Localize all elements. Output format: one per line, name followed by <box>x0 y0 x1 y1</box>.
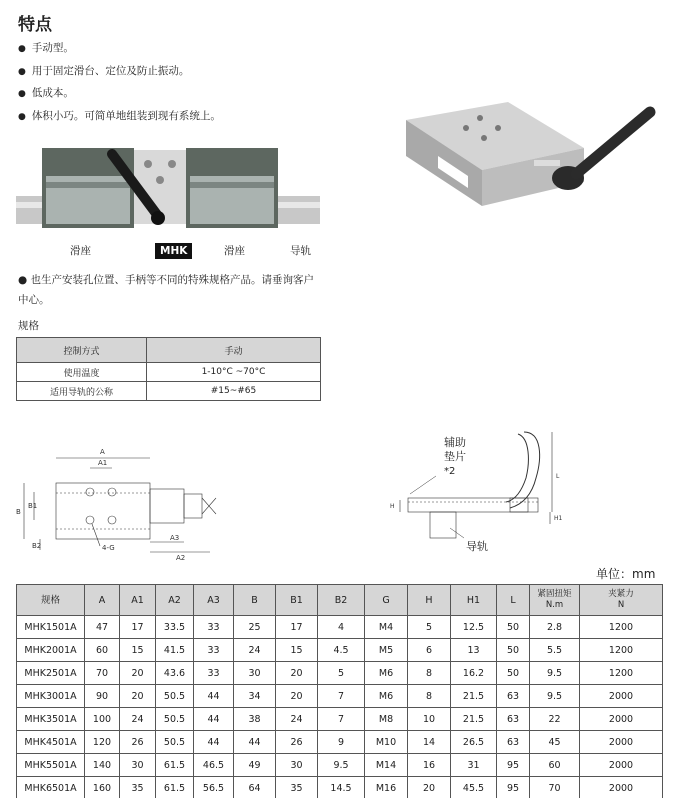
dim-a: A <box>100 448 105 456</box>
table-cell: 50 <box>497 616 530 639</box>
table-cell: 20 <box>276 685 318 708</box>
table-header: H1 <box>451 585 497 616</box>
table-cell: 44 <box>194 708 234 731</box>
mhk-product-photo <box>398 98 670 220</box>
table-cell: 47 <box>85 616 120 639</box>
table-cell: 14 <box>408 731 451 754</box>
table-cell: 38 <box>234 708 276 731</box>
dim-a1: A1 <box>98 459 108 467</box>
table-cell: 21.5 <box>451 708 497 731</box>
table-cell: 6 <box>408 639 451 662</box>
table-cell: 160 <box>85 777 120 798</box>
table-cell: MHK4501A <box>17 731 85 754</box>
table-header: B2 <box>318 585 365 616</box>
table-cell: 60 <box>530 754 580 777</box>
table-cell: 9.5 <box>530 662 580 685</box>
table-cell: 70 <box>85 662 120 685</box>
table-cell: 15 <box>120 639 156 662</box>
dim-g: 4-G <box>102 544 115 552</box>
table-cell: MHK2501A <box>17 662 85 685</box>
table-cell: 24 <box>120 708 156 731</box>
table-cell: MHK1501A <box>17 616 85 639</box>
feature-item: ● 体积小巧。可简单地组装到现有系统上。 <box>18 106 221 129</box>
table-cell: 33.5 <box>156 616 194 639</box>
table-cell: 15 <box>276 639 318 662</box>
table-cell: 16 <box>408 754 451 777</box>
table-cell: 5 <box>408 616 451 639</box>
table-cell: 手动 <box>147 338 321 363</box>
table-cell: 61.5 <box>156 777 194 798</box>
table-cell: 24 <box>276 708 318 731</box>
dim-a2: A2 <box>176 554 186 562</box>
table-cell: 64 <box>234 777 276 798</box>
table-cell: M5 <box>365 639 408 662</box>
table-cell: 5.5 <box>530 639 580 662</box>
feature-list <box>18 38 221 128</box>
table-header: A1 <box>120 585 156 616</box>
table-cell: M10 <box>365 731 408 754</box>
table-cell: M4 <box>365 616 408 639</box>
dimension-table <box>16 584 663 798</box>
table-cell: 44 <box>194 685 234 708</box>
table-cell: 44 <box>194 731 234 754</box>
table-cell: 20 <box>276 662 318 685</box>
table-cell: MHK2001A <box>17 639 85 662</box>
table-header: G <box>365 585 408 616</box>
table-cell: 31 <box>451 754 497 777</box>
table-cell: 10 <box>408 708 451 731</box>
table-header: 夹紧力 N <box>580 585 663 616</box>
section-title: 特点 <box>18 15 52 35</box>
aux-shim-label: 垫片 <box>444 450 466 463</box>
table-row <box>17 777 663 798</box>
feature-item: ● 手动型。 <box>18 38 221 61</box>
table-cell: MHK5501A <box>17 754 85 777</box>
table-cell: 60 <box>85 639 120 662</box>
table-cell: MHK6501A <box>17 777 85 798</box>
dim-l: L <box>556 473 560 480</box>
table-cell: 8 <box>408 685 451 708</box>
table-cell: 44 <box>234 731 276 754</box>
top-view-drawing <box>10 438 232 568</box>
table-cell: 2000 <box>580 754 663 777</box>
table-cell: 45 <box>530 731 580 754</box>
table-cell: 46.5 <box>194 754 234 777</box>
table-cell: 2000 <box>580 685 663 708</box>
table-cell: 35 <box>120 777 156 798</box>
slide-label: 滑座 <box>224 245 245 257</box>
table-cell: 120 <box>85 731 120 754</box>
feature-item: ● 低成本。 <box>18 83 221 106</box>
table-cell: 12.5 <box>451 616 497 639</box>
table-cell: M16 <box>365 777 408 798</box>
table-cell: 使用温度 <box>17 363 147 382</box>
table-cell: 63 <box>497 685 530 708</box>
table-cell: 30 <box>234 662 276 685</box>
table-cell: 26.5 <box>451 731 497 754</box>
table-cell: 100 <box>85 708 120 731</box>
table-cell: 控制方式 <box>17 338 147 363</box>
table-cell: 26 <box>120 731 156 754</box>
table-cell: 适用导轨的公称 <box>17 382 147 401</box>
table-row <box>17 754 663 777</box>
table-header: 规格 <box>17 585 85 616</box>
table-cell: 2000 <box>580 777 663 798</box>
table-cell: 17 <box>276 616 318 639</box>
spec-table <box>16 337 321 401</box>
table-row <box>17 685 663 708</box>
mhk-tag: MHK <box>155 243 192 259</box>
table-cell: 1200 <box>580 662 663 685</box>
table-cell: 26 <box>276 731 318 754</box>
table-cell: MHK3001A <box>17 685 85 708</box>
table-cell: 45.5 <box>451 777 497 798</box>
table-cell: MHK3501A <box>17 708 85 731</box>
table-header: H <box>408 585 451 616</box>
dim-a3: A3 <box>170 534 180 542</box>
table-cell: 14.5 <box>318 777 365 798</box>
dim-b2: B2 <box>32 542 42 550</box>
table-cell: 4 <box>318 616 365 639</box>
table-cell: 34 <box>234 685 276 708</box>
table-cell: 33 <box>194 662 234 685</box>
dim-h1: H1 <box>554 515 563 522</box>
note-text: ● 也生产安装孔位置、手柄等不同的特殊规格产品。请垂询客户中心。 <box>18 274 314 306</box>
table-header: A3 <box>194 585 234 616</box>
table-cell: 8 <box>408 662 451 685</box>
table-header: L <box>497 585 530 616</box>
table-cell: 30 <box>120 754 156 777</box>
table-header: B <box>234 585 276 616</box>
table-cell: M8 <box>365 708 408 731</box>
table-cell: 50 <box>497 662 530 685</box>
table-header: B1 <box>276 585 318 616</box>
table-cell: 63 <box>497 731 530 754</box>
table-cell: M6 <box>365 662 408 685</box>
spec-label: 规格 <box>18 320 39 332</box>
table-cell: 33 <box>194 616 234 639</box>
table-cell: 13 <box>451 639 497 662</box>
table-cell: 30 <box>276 754 318 777</box>
table-cell: 20 <box>120 685 156 708</box>
table-cell: 49 <box>234 754 276 777</box>
table-row <box>17 363 321 382</box>
table-cell: 25 <box>234 616 276 639</box>
table-cell: 20 <box>408 777 451 798</box>
table-cell: 56.5 <box>194 777 234 798</box>
table-cell: 2000 <box>580 708 663 731</box>
table-cell: 17 <box>120 616 156 639</box>
table-cell: 95 <box>497 754 530 777</box>
table-header: A <box>85 585 120 616</box>
table-cell: 1200 <box>580 639 663 662</box>
unit-label: 单位：mm <box>596 567 656 581</box>
table-cell: M6 <box>365 685 408 708</box>
table-cell: 43.6 <box>156 662 194 685</box>
table-cell: 24 <box>234 639 276 662</box>
table-row <box>17 382 321 401</box>
aux-shim-label: 辅助 <box>444 436 466 449</box>
table-row <box>17 731 663 754</box>
dim-b1: B1 <box>28 502 38 510</box>
table-cell: 2000 <box>580 731 663 754</box>
table-cell: 2.8 <box>530 616 580 639</box>
table-header: 紧固扭矩 N.m <box>530 585 580 616</box>
table-row <box>17 662 663 685</box>
table-cell: 50 <box>497 639 530 662</box>
table-cell: 5 <box>318 662 365 685</box>
table-cell: 4.5 <box>318 639 365 662</box>
slide-label: 滑座 <box>70 245 91 257</box>
table-cell: 7 <box>318 708 365 731</box>
rail-assembly-photo <box>16 146 320 236</box>
table-cell: 9 <box>318 731 365 754</box>
table-cell: 41.5 <box>156 639 194 662</box>
table-cell: 16.2 <box>451 662 497 685</box>
table-cell: 95 <box>497 777 530 798</box>
table-cell: 7 <box>318 685 365 708</box>
table-cell: 22 <box>530 708 580 731</box>
table-cell: 90 <box>85 685 120 708</box>
feature-item: ● 用于固定滑台、定位及防止振动。 <box>18 61 221 84</box>
table-cell: 9.5 <box>318 754 365 777</box>
table-cell: 21.5 <box>451 685 497 708</box>
table-cell: 63 <box>497 708 530 731</box>
rail-label: 导轨 <box>290 245 311 257</box>
table-cell: 70 <box>530 777 580 798</box>
table-cell: 33 <box>194 639 234 662</box>
table-cell: 140 <box>85 754 120 777</box>
table-header: A2 <box>156 585 194 616</box>
table-row <box>17 338 321 363</box>
table-cell: M14 <box>365 754 408 777</box>
table-cell: 50.5 <box>156 731 194 754</box>
table-cell: 50.5 <box>156 708 194 731</box>
table-cell: 9.5 <box>530 685 580 708</box>
table-row <box>17 616 663 639</box>
dim-b: B <box>16 508 21 516</box>
table-header-row <box>17 585 663 616</box>
rail-label: 导轨 <box>466 540 488 553</box>
table-row <box>17 639 663 662</box>
aux-shim-note: *2 <box>444 466 456 477</box>
table-row <box>17 708 663 731</box>
table-cell: 50.5 <box>156 685 194 708</box>
table-cell: #15~#65 <box>147 382 321 401</box>
side-view-drawing <box>380 428 570 558</box>
table-cell: 1-10°C ~70°C <box>147 363 321 382</box>
table-cell: 1200 <box>580 616 663 639</box>
table-cell: 61.5 <box>156 754 194 777</box>
dim-h: H <box>390 503 395 510</box>
table-cell: 35 <box>276 777 318 798</box>
table-cell: 20 <box>120 662 156 685</box>
